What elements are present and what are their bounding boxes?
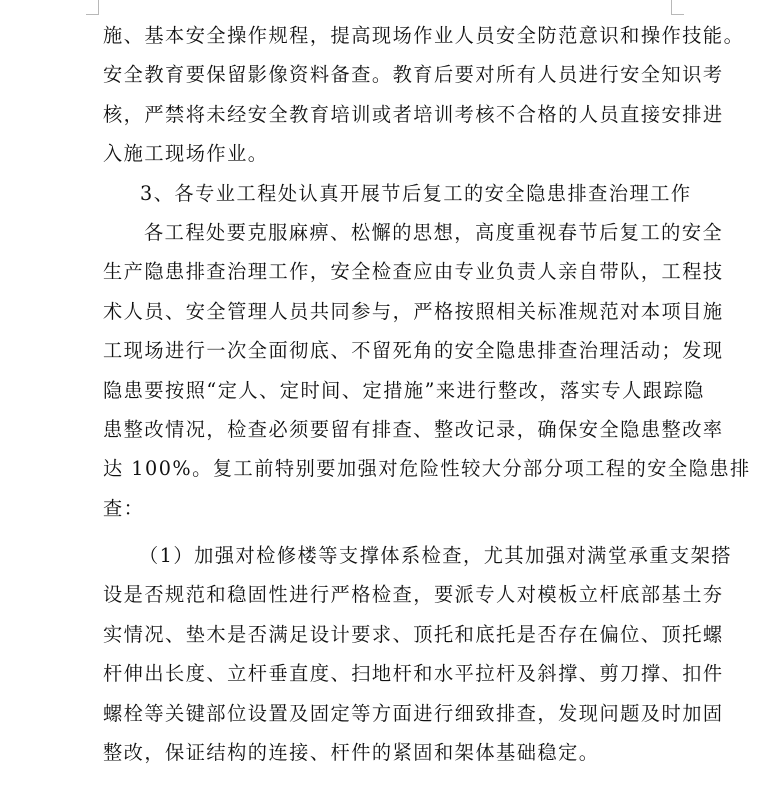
paragraph-line: 隐患要按照“定人、定时间、定措施”来进行整改，落实专人跟踪隐 xyxy=(103,378,705,402)
paragraph-line: 实情况、垫木是否满足设计要求、顶托和底托是否存在偏位、顶托螺 xyxy=(103,622,724,646)
paragraph-line: 设是否规范和稳固性进行严格检查，要派专人对模板立杆底部基土夯 xyxy=(103,583,724,607)
document-body xyxy=(103,16,751,772)
paragraph-line: 各工程处要克服麻痹、松懈的思想，高度重视春节后复工的安全 xyxy=(144,220,724,244)
paragraph-line: 生产隐患排查治理工作，安全检查应由专业负责人亲自带队，工程技 xyxy=(103,260,724,284)
paragraph-spacing xyxy=(103,528,673,536)
paragraph-line: 患整改情况，检查必须要留有排查、整改记录，确保安全隐患整改率 xyxy=(103,417,724,441)
paragraph-line: 安全教育要保留影像资料备查。教育后要对所有人员进行安全知识考 xyxy=(103,63,724,87)
paragraph-line: 达 100%。复工前特别要加强对危险性较大分部分项工程的安全隐患排 xyxy=(103,457,751,481)
page-margin-corner-right xyxy=(671,0,684,15)
list-item-line: （1）加强对检修楼等支撑体系检查，尤其加强对满堂承重支架搭 xyxy=(139,544,732,568)
paragraph-line: 施、基本安全操作规程，提高现场作业人员安全防范意识和操作技能。 xyxy=(103,24,745,47)
paragraph-line: 螺栓等关键部位设置及固定等方面进行细致排查，发现问题及时加固 xyxy=(103,701,724,725)
paragraph-line: 整改，保证结构的连接、杆件的紧固和架体基础稳定。 xyxy=(103,741,600,765)
paragraph-line: 查： xyxy=(103,496,145,520)
section-heading: 3、各专业工程处认真开展节后复工的安全隐患排查治理工作 xyxy=(140,181,692,205)
page-margin-corner-left xyxy=(86,0,99,15)
paragraph-line: 入施工现场作业。 xyxy=(103,142,269,166)
paragraph-line: 杆伸出长度、立杆垂直度、扫地杆和水平拉杆及斜撑、剪刀撑、扣件 xyxy=(103,662,724,686)
paragraph-line: 术人员、安全管理人员共同参与，严格按照相关标准规范对本项目施 xyxy=(103,299,724,323)
paragraph-line: 核，严禁将未经安全教育培训或者培训考核不合格的人员直接安排进 xyxy=(103,102,724,126)
paragraph-line: 工现场进行一次全面彻底、不留死角的安全隐患排查治理活动；发现 xyxy=(103,339,724,363)
